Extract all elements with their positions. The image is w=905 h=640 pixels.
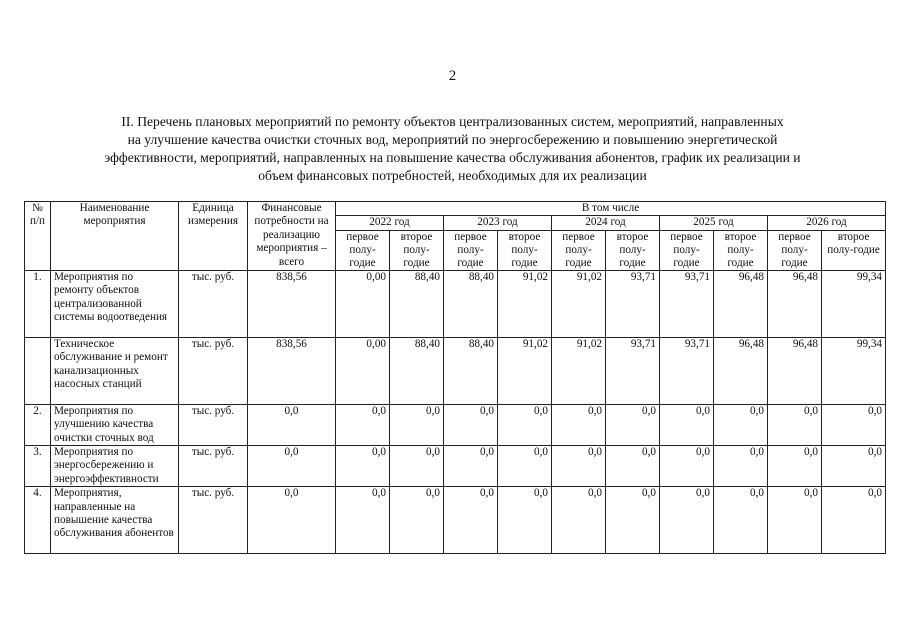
cell-num: 1.: [25, 270, 51, 337]
cell-value: 93,71: [606, 337, 660, 404]
cell-name: Мероприятия по ремонту объектов централизованной системы водоотведения: [51, 270, 179, 337]
cell-value: 0,0: [768, 446, 822, 487]
cell-value: 0,0: [822, 404, 886, 445]
cell-unit: тыс. руб.: [179, 270, 248, 337]
cell-value: 96,48: [714, 337, 768, 404]
cell-unit: тыс. руб.: [179, 487, 248, 554]
table-row: [25, 487, 886, 554]
cell-total: 0,0: [248, 404, 336, 445]
header-half-second: второе полу-годие: [822, 230, 886, 270]
cell-value: 0,0: [606, 404, 660, 445]
cell-name: Мероприятия по энергосбережению и энергоэффективности: [51, 446, 179, 487]
cell-value: 91,02: [498, 270, 552, 337]
header-half-first: первое полу-годие: [768, 230, 822, 270]
cell-value: 0,0: [552, 404, 606, 445]
header-num: № п/п: [25, 202, 51, 271]
cell-value: 0,0: [390, 487, 444, 554]
page-number: 2: [448, 68, 457, 84]
table-header: [25, 202, 886, 271]
header-name: Наименование мероприятия: [51, 202, 179, 271]
plan-table: [24, 201, 886, 554]
cell-value: 96,48: [714, 270, 768, 337]
cell-name: Мероприятия, направленные на повышение качества обслуживания абонентов: [51, 487, 179, 554]
cell-value: 0,0: [822, 446, 886, 487]
cell-value: 0,0: [336, 487, 390, 554]
cell-value: 0,00: [336, 337, 390, 404]
cell-value: 88,40: [444, 337, 498, 404]
cell-value: 96,48: [768, 337, 822, 404]
cell-value: 0,0: [768, 404, 822, 445]
cell-value: 93,71: [660, 270, 714, 337]
cell-value: 0,0: [390, 446, 444, 487]
cell-value: 0,0: [498, 487, 552, 554]
cell-value: 0,0: [444, 487, 498, 554]
cell-value: 0,0: [498, 446, 552, 487]
cell-unit: тыс. руб.: [179, 404, 248, 445]
header-year: 2024 год: [552, 216, 660, 230]
cell-value: 91,02: [552, 270, 606, 337]
table-row: [25, 337, 886, 404]
header-year: 2022 год: [336, 216, 444, 230]
cell-value: 91,02: [498, 337, 552, 404]
header-half-second: второе полу-годие: [498, 230, 552, 270]
cell-value: 0,0: [714, 487, 768, 554]
cell-num: 3.: [25, 446, 51, 487]
header-half-second: второе полу-годие: [606, 230, 660, 270]
cell-value: 0,0: [822, 487, 886, 554]
cell-value: 0,0: [768, 487, 822, 554]
heading-line: объем финансовых потребностей, необходимых для их реализации: [258, 168, 647, 183]
cell-name: Техническое обслуживание и ремонт канализационных насосных станций: [51, 337, 179, 404]
table-row: [25, 446, 886, 487]
cell-value: 0,0: [336, 446, 390, 487]
cell-num: 4.: [25, 487, 51, 554]
cell-total: 838,56: [248, 337, 336, 404]
cell-value: 0,0: [660, 487, 714, 554]
header-half-second: второе полу-годие: [714, 230, 768, 270]
cell-value: 0,0: [714, 446, 768, 487]
cell-name: Мероприятия по улучшению качества очистки сточных вод: [51, 404, 179, 445]
cell-value: 0,0: [498, 404, 552, 445]
cell-value: 88,40: [390, 270, 444, 337]
header-year: 2025 год: [660, 216, 768, 230]
cell-total: 0,0: [248, 487, 336, 554]
cell-total: 0,0: [248, 446, 336, 487]
cell-total: 838,56: [248, 270, 336, 337]
cell-value: 0,0: [606, 446, 660, 487]
cell-value: 0,0: [660, 404, 714, 445]
cell-unit: тыс. руб.: [179, 446, 248, 487]
cell-value: 0,0: [606, 487, 660, 554]
cell-value: 99,34: [822, 270, 886, 337]
cell-value: 88,40: [390, 337, 444, 404]
header-year: 2026 год: [768, 216, 886, 230]
cell-num: [25, 337, 51, 404]
cell-value: 96,48: [768, 270, 822, 337]
cell-value: 0,0: [444, 446, 498, 487]
cell-unit: тыс. руб.: [179, 337, 248, 404]
heading-line: на улучшение качества очистки сточных вод, мероприятий по энергосбережению и повышению энергетической: [127, 132, 778, 147]
cell-value: 91,02: [552, 337, 606, 404]
cell-value: 93,71: [606, 270, 660, 337]
heading-line: эффективности, мероприятий, направленных на повышение качества обслуживания абонентов, график их реализации и: [104, 150, 801, 165]
cell-value: 0,0: [444, 404, 498, 445]
cell-value: 0,0: [552, 487, 606, 554]
cell-value: 88,40: [444, 270, 498, 337]
cell-value: 0,0: [714, 404, 768, 445]
table-body: [25, 270, 886, 553]
heading-line: II. Перечень плановых мероприятий по ремонту объектов централизованных систем, мероприятий, направленных: [121, 114, 784, 129]
header-total: Финансовые потребности на реализацию мероприятия – всего: [248, 202, 336, 271]
cell-num: 2.: [25, 404, 51, 445]
section-heading: [30, 113, 875, 185]
cell-value: 0,0: [390, 404, 444, 445]
header-half-first: первое полу-годие: [336, 230, 390, 270]
header-group: В том числе: [336, 202, 886, 216]
cell-value: 0,00: [336, 270, 390, 337]
cell-value: 99,34: [822, 337, 886, 404]
cell-value: 93,71: [660, 337, 714, 404]
header-unit: Единица измерения: [179, 202, 248, 271]
cell-value: 0,0: [660, 446, 714, 487]
table-row: [25, 404, 886, 445]
cell-value: 0,0: [336, 404, 390, 445]
header-half-first: первое полу-годие: [552, 230, 606, 270]
header-half-first: первое полу-годие: [660, 230, 714, 270]
header-half-first: первое полу-годие: [444, 230, 498, 270]
table-row: [25, 270, 886, 337]
header-year: 2023 год: [444, 216, 552, 230]
cell-value: 0,0: [552, 446, 606, 487]
header-half-second: второе полу-годие: [390, 230, 444, 270]
